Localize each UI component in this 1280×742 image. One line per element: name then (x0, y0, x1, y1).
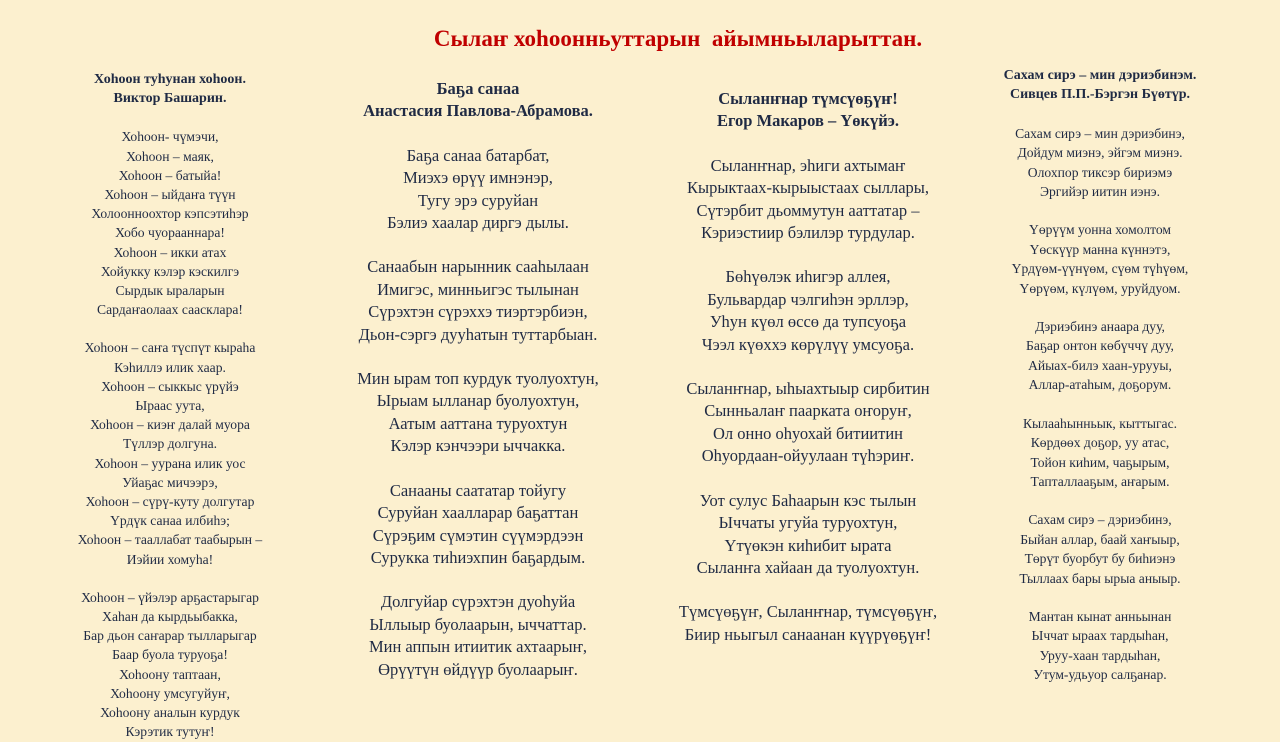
stanza-gap (970, 105, 1230, 124)
stanza-gap (326, 346, 630, 368)
poem-line: Сырдык ыраларын (115, 283, 225, 299)
poem-line: Кырыктаах-кырыыстаах сыллары, (687, 178, 929, 198)
poem-line: Сүрэхтэн сүрэххэ тиэртэрбиэн, (368, 302, 588, 322)
poem-line: Сыланҥа хайаан да туолуохтун. (696, 557, 920, 577)
poem-line: Суруйан хааллараp баҕаттан (377, 503, 579, 523)
poem-line: Сүтэрбит дьоммутун ааттатар – (696, 200, 920, 220)
poem-line: Хоһоон – ыйдаҥа түүн (104, 187, 236, 203)
poem-line: Хоһоон – сүрү-куту долгутар (85, 494, 255, 510)
poem-line: Долгуйар сүрэхтэн дуоһуйа (380, 592, 576, 612)
poem-line: Сыланҥнар, ыһыахтыыр сирбитин (686, 379, 930, 399)
poem-line: Ол онно оһуохай битиитин (712, 423, 904, 443)
poem-line: Кэлэр кэнчээри ыччакка. (390, 436, 566, 456)
stanza-gap (652, 133, 964, 155)
poem-line: Аллар-атаһым, доҕорум. (1028, 377, 1172, 393)
poem-column-4 (970, 66, 1230, 685)
poem-line: Сахам сирэ – мин дэриэбинэ, (1015, 125, 1185, 141)
stanza-gap (652, 356, 964, 378)
poem-line: Баҕа санаа батарбат, (406, 145, 550, 165)
poem-line: Бөһүөлэк иһигэр аллея, (725, 267, 891, 287)
poem-line: Тапталлааҕым, аҥарым. (1030, 473, 1170, 489)
stanza-gap (970, 298, 1230, 317)
poem-line: Кылааһынньык, кыттыгас. (1022, 415, 1178, 431)
poem-line: Баҕар онтон көбүччү дуу, (1026, 338, 1174, 354)
poem-line: Мин ырам топ курдук туолуохтун, (357, 369, 599, 389)
poem-line: Түллэр долгуна. (122, 436, 218, 452)
poem-line: Уот сулус Баһаарын кэс тылын (699, 490, 917, 510)
poem-line: Уһун күөл өссө да тупсуоҕа (709, 312, 907, 332)
stanza-gap (40, 108, 300, 127)
poem-line: Бульвардар чэлгиһэн эрллэр, (707, 289, 909, 309)
stanza-gap (326, 123, 630, 145)
stanza-gap (40, 319, 300, 338)
poem-line: Уруу-хаан тардыһан, (1039, 647, 1161, 663)
poem-line: Үөрүүм уонна хомолтом (1029, 222, 1171, 238)
poem-line: Үрдүк санаа илбиһэ; (110, 513, 230, 529)
poem-line: Төрүт буорбут бу биһиэнэ (1024, 551, 1176, 567)
poem-line: Үтүөкэн киһибит ырата (724, 535, 892, 555)
poem-line: Дэриэбинэ анаара дуу, (1035, 319, 1165, 335)
poem-line: Тыллаах бары ырыа аныыр. (1019, 570, 1181, 586)
stanza-gap (970, 201, 1230, 220)
poem-line: Дьон-сэргэ дууһатын туттарбыан. (358, 324, 598, 344)
stanza-gap (40, 569, 300, 588)
poem-line: Хоһоон- чүмэчи, (121, 129, 219, 145)
poem-line: Айыах-билэ хаан-урууы, (1028, 357, 1172, 373)
poem-line: Ырыам ылланар буолуохтун, (376, 391, 580, 411)
poem-line: Оһуордаан-ойуулаан түһэриҥ. (701, 446, 915, 466)
poem-line: Олохпор тиксэр бириэмэ (1027, 164, 1173, 180)
poem-line: Сыланҥнар, эһиги ахтымаҥ (710, 155, 906, 175)
poem-line: Биир ньыгыл санаанан күүрүөҕүҥ! (684, 624, 932, 644)
poem-line: Өрүүтүн өйдүүр буолаарыҥ. (378, 659, 578, 679)
poem-line: Санаабын нарынник сааһылаан (367, 257, 589, 277)
poem-line: Бэлиэ хаалар диргэ дылы. (387, 213, 569, 233)
poem-line: Ыччаты угуйа туруохтун, (718, 513, 898, 533)
poem-line: Ыллыыр буолаарын, ыччаттар. (369, 614, 587, 634)
poem-line: Хоһоон – тааллабат таабырын – (77, 532, 263, 548)
poem-line: Хоһоон – үйэлэр арҕастарыгар (81, 589, 259, 605)
stanza-gap (326, 234, 630, 256)
poem-line: Баар буола туруоҕа! (112, 647, 228, 663)
poem-line: Тойон киһим, чаҕырым, (1030, 454, 1170, 470)
poem-line: Хойукку кэлэр кэскилгэ (100, 263, 240, 279)
poem-header-line: Сыланҥнар түмсүөҕүҥ! (718, 89, 898, 108)
poem-line: Сахам сирэ – дэриэбинэ, (1028, 512, 1172, 528)
poem-line: Көрдөөх доҕор, уу атас, (1030, 435, 1170, 451)
poem-header-line: Егор Макаров – Үөкүйэ. (716, 111, 900, 131)
stanza-gap (970, 491, 1230, 510)
poem-header-line: Хоһоон туһунан хоһоон. (94, 72, 246, 87)
poem-line: Мин аппын итиитик ахтаарыҥ, (368, 637, 588, 657)
poem-header-line: Сивцев П.П.-Бэргэн Бүөтүр. (1009, 87, 1190, 103)
poem-column-3 (652, 88, 964, 646)
poem-line: Холоонноохтор кэпсэтиһэр (91, 206, 249, 222)
slide-title: Сылаҥ хоһоонньуттарын айымньыларыттан. (433, 26, 923, 51)
poem-line: Кэриэстиир бэлилэр турдулар. (701, 223, 915, 243)
poem-header-line: Сахам сирэ – мин дэриэбинэм. (1003, 68, 1197, 83)
poem-line: Сардаҥаолаах саасклара! (97, 302, 243, 318)
poem-line: Утум-удьуор салҕанар. (1033, 667, 1167, 683)
stanza-gap (326, 569, 630, 591)
poem-line: Хоһоон – маяк, (126, 148, 214, 164)
poem-line: Үрдүөм-үүнүөм, сүөм түһүөм, (1011, 261, 1189, 277)
poem-line: Эргийэр иитин иэнэ. (1040, 184, 1160, 200)
poem-line: Бар дьон саҥарар тылларыгар (83, 628, 257, 644)
poem-line: Үөскүүр манна күннэтэ, (1029, 241, 1171, 257)
poem-line: Хоһоон – сыккыс үрүйэ (101, 378, 239, 394)
poem-line: Мантан кынат анньынан (1028, 608, 1172, 624)
poem-line: Сурукка тиһиэхпин баҕардым. (370, 547, 586, 567)
poem-line: Иэйии хомуһа! (126, 551, 214, 567)
poem-line: Чээл күөххэ көрүлүү умсуоҕа. (701, 334, 915, 354)
stanza-gap (326, 458, 630, 480)
poem-line: Хаһан да кырдьыбакка, (102, 609, 238, 625)
poem-line: Уйаҕас мичээрэ, (122, 474, 218, 490)
stanza-gap (970, 395, 1230, 414)
poem-line: Хоһоону таптаан, (119, 666, 221, 682)
poem-line: Хоһоон – батыйа! (118, 167, 222, 183)
poem-line: Сүрэҕим сүмэтин сүүмэрдээн (372, 525, 584, 545)
poem-line: Хоһоон – саҥа түспүт кыраһа (84, 340, 256, 356)
poem-line: Түмсүөҕүҥ, Сыланҥнар, түмсүөҕүҥ, (678, 602, 938, 622)
poem-column-2 (326, 78, 630, 681)
poem-line: Ыраас уута, (135, 398, 205, 414)
poem-line: Санааны саататар тойугу (389, 480, 567, 500)
poem-line: Аатым ааттана туруохтун (388, 413, 568, 433)
poem-line: Кэһиллэ илик хаар. (114, 359, 226, 375)
poem-line: Миэхэ өрүү имнэнэр, (403, 168, 553, 188)
poem-line: Тугу эрэ суруйан (417, 190, 539, 210)
stanza-gap (652, 579, 964, 601)
poem-line: Ыччат ыраах тардыһан, (1031, 628, 1169, 644)
poem-line: Хоһоону умсугуйуҥ, (110, 685, 230, 701)
poem-column-1 (40, 70, 300, 742)
poem-header-line: Виктор Башарин. (113, 91, 227, 107)
poem-line: Үөрүөм, күлүөм, уруйдуом. (1019, 280, 1181, 296)
stanza-gap (652, 468, 964, 490)
poem-line: Хобо чуорааннара! (115, 225, 225, 241)
stanza-gap (652, 244, 964, 266)
poem-header-line: Баҕа санаа (436, 79, 520, 98)
poem-line: Дойдум миэнэ, эйгэм миэнэ. (1017, 145, 1183, 161)
poem-line: Кэрэтик тутуҥ! (125, 724, 215, 740)
poem-line: Быйан аллар, баай хаҥыыр, (1020, 531, 1180, 547)
stanza-gap (970, 588, 1230, 607)
poem-line: Имигэс, минньигэс тылынан (377, 279, 579, 299)
poem-line: Хоһоону аналын курдук (100, 705, 240, 721)
poem-line: Сынньалаҥ паарката оҥоруҥ, (704, 401, 912, 421)
poem-line: Хоһоон – уурана илик уос (94, 455, 246, 471)
poem-line: Хоһоон – икки атах (113, 244, 227, 260)
poem-header-line: Анастасия Павлова-Абрамова. (363, 101, 593, 121)
poem-line: Хоһоон – киэҥ далай муора (90, 417, 250, 433)
